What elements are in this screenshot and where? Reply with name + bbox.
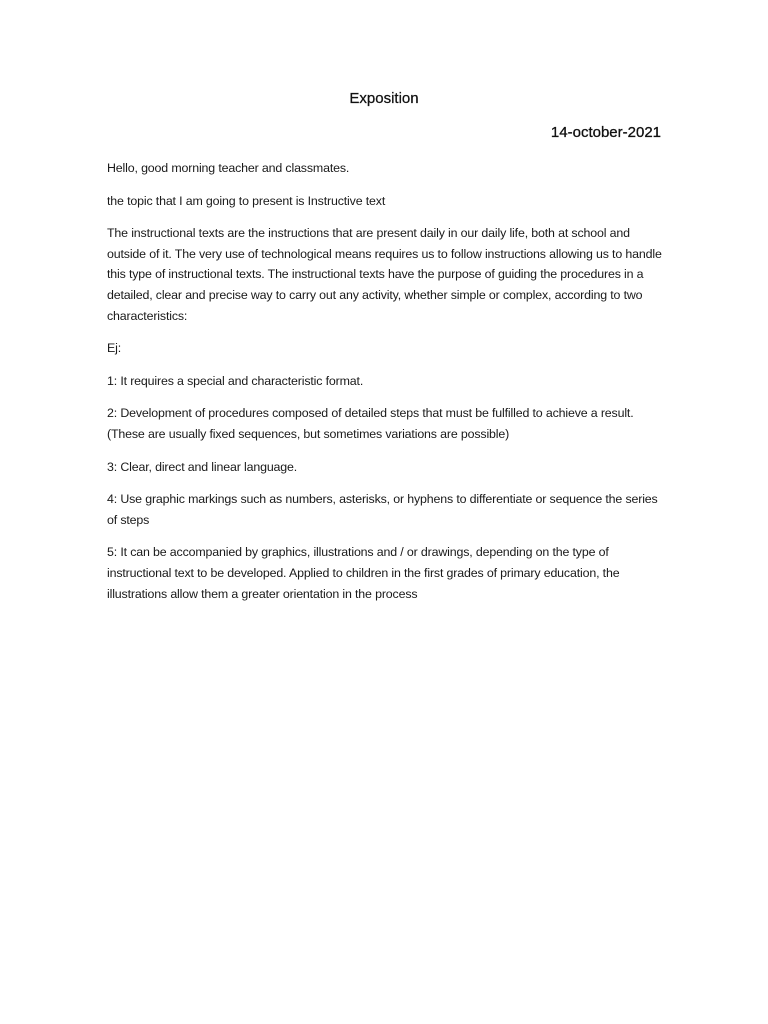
point-paragraph: 5: It can be accompanied by graphics, illustrations and / or drawings, depending on the type of instructional text to be developed. Applied to children in the first grades of primary education, the illustrations allow them a greater orientation in the process [107, 545, 620, 601]
document-body [107, 158, 667, 616]
document-title: Exposition [349, 90, 419, 107]
document-date: 14-october-2021 [550, 124, 661, 141]
greeting-paragraph: Hello, good morning teacher and classmates. [107, 161, 350, 175]
topic-paragraph: the topic that I am going to present is Instructive text [107, 193, 386, 208]
example-label: Ej: [107, 341, 122, 356]
intro-paragraph: The instructional texts are the instructions that are present daily in our daily life, both at school and outside of it. The very use of technological means requires us to follow instructions allowing us to handle this type of instructional texts. The instructional texts have the purpose of guiding the procedures in a detailed, clear and precise way to carry out any activity, whether simple or complex, according to two characteristics: [107, 226, 662, 323]
point-paragraph: 1: It requires a special and characteristic format. [107, 373, 364, 388]
point-paragraph: 2: Development of procedures composed of detailed steps that must be fulfilled to achieve a result. (These are usually fixed sequences, but sometimes variations are possible) [107, 406, 634, 441]
point-paragraph: 4: Use graphic markings such as numbers, asterisks, or hyphens to differentiate or sequence the series of steps [107, 492, 658, 527]
point-paragraph: 3: Clear, direct and linear language. [107, 459, 298, 474]
